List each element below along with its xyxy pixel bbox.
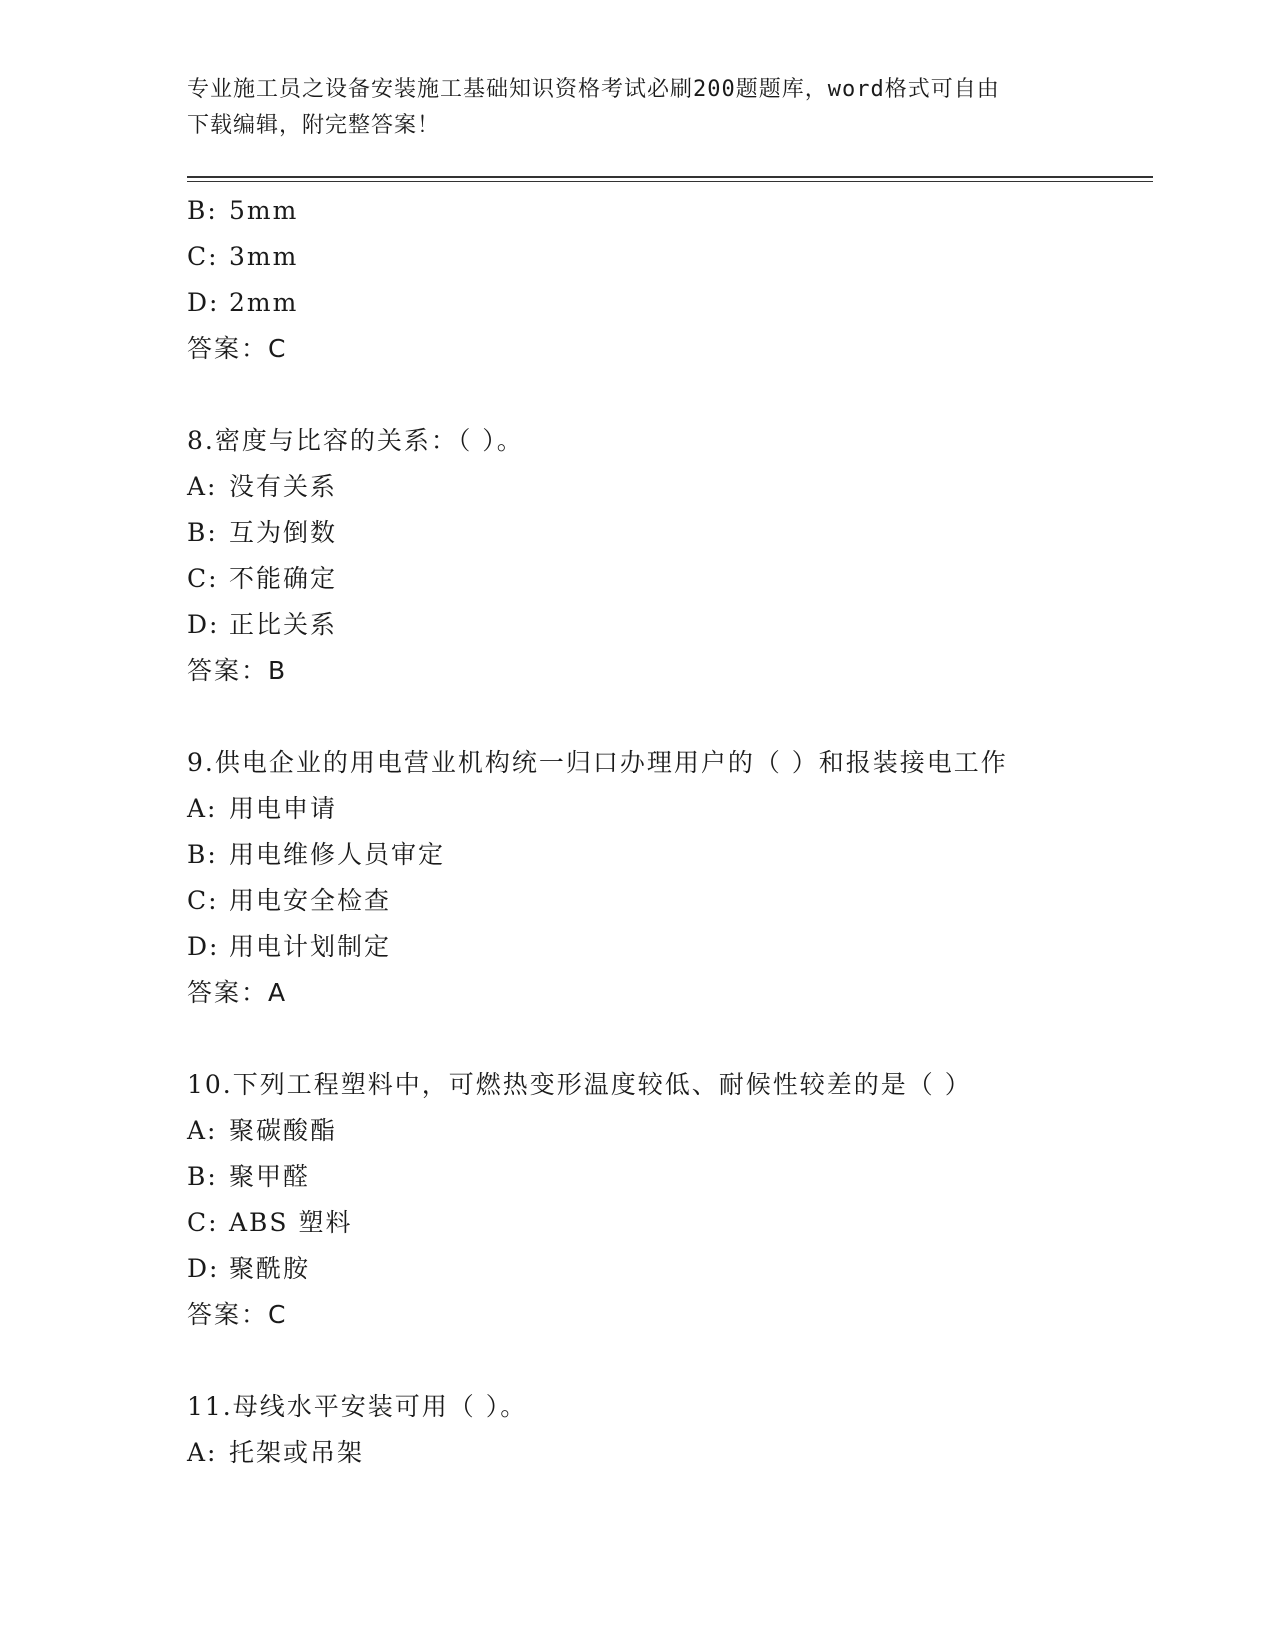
option-line — [187, 280, 1153, 326]
option-text: ABS 塑料 — [229, 1208, 353, 1237]
option-letter: B: — [187, 518, 218, 547]
option-line — [187, 1246, 1153, 1292]
question-list — [187, 188, 1153, 1476]
question-block — [187, 418, 1153, 694]
option-letter: B: — [187, 196, 218, 225]
question-stem: 8.密度与比容的关系：（ ）。 — [187, 426, 524, 455]
option-text: 5mm — [229, 196, 299, 225]
spacer — [187, 372, 1153, 418]
question-stem: 10.下列工程塑料中，可燃热变形温度较低、耐候性较差的是（ ） — [187, 1070, 972, 1099]
option-line — [187, 832, 1153, 878]
option-text: 互为倒数 — [229, 518, 338, 547]
option-text: 用电计划制定 — [229, 932, 392, 961]
question-block — [187, 1062, 1153, 1338]
option-line — [187, 464, 1153, 510]
option-text: 聚碳酸酯 — [229, 1116, 338, 1145]
spacer — [187, 1338, 1153, 1384]
option-line — [187, 786, 1153, 832]
option-letter: D: — [187, 288, 220, 317]
header-line-2: 下载编辑，附完整答案！ — [187, 113, 441, 138]
option-line — [187, 602, 1153, 648]
option-letter: D: — [187, 1254, 220, 1283]
option-text: 用电申请 — [229, 794, 338, 823]
answer-line: 答案：C — [187, 1300, 288, 1329]
option-line — [187, 556, 1153, 602]
option-letter: A: — [187, 794, 218, 823]
option-text: 托架或吊架 — [229, 1438, 365, 1467]
option-letter: C: — [187, 886, 219, 915]
option-letter: A: — [187, 1438, 218, 1467]
spacer — [187, 1016, 1153, 1062]
option-letter: D: — [187, 932, 220, 961]
option-line — [187, 924, 1153, 970]
option-letter: A: — [187, 472, 218, 501]
spacer — [187, 694, 1153, 740]
option-line — [187, 510, 1153, 556]
option-text: 没有关系 — [229, 472, 338, 501]
option-letter: C: — [187, 564, 219, 593]
option-line — [187, 188, 1153, 234]
answer-line: 答案：B — [187, 656, 288, 685]
option-letter: A: — [187, 1116, 218, 1145]
option-text: 聚甲醛 — [229, 1162, 311, 1191]
header-line-1: 专业施工员之设备安装施工基础知识资格考试必刷200题题库，word格式可自由 — [187, 77, 1000, 102]
question-block-continued — [187, 188, 1153, 372]
option-text: 用电安全检查 — [229, 886, 392, 915]
option-line — [187, 1108, 1153, 1154]
header-divider-thick — [187, 176, 1153, 178]
option-line — [187, 1430, 1153, 1476]
option-text: 2mm — [229, 288, 299, 317]
option-text: 聚酰胺 — [229, 1254, 311, 1283]
option-text: 不能确定 — [229, 564, 338, 593]
option-text: 正比关系 — [229, 610, 338, 639]
option-letter: C: — [187, 1208, 219, 1237]
question-block — [187, 1384, 1153, 1476]
option-line — [187, 1154, 1153, 1200]
option-text: 3mm — [229, 242, 299, 271]
question-block — [187, 740, 1153, 1016]
answer-line: 答案：A — [187, 978, 288, 1007]
option-letter: D: — [187, 610, 220, 639]
option-line — [187, 234, 1153, 280]
option-text: 用电维修人员审定 — [229, 840, 446, 869]
document-header — [187, 72, 1067, 144]
option-letter: B: — [187, 840, 218, 869]
question-stem: 9.供电企业的用电营业机构统一归口办理用户的（ ）和报装接电工作 — [187, 748, 1008, 777]
header-divider-thin — [187, 181, 1153, 182]
option-line — [187, 878, 1153, 924]
question-stem: 11.母线水平安装可用（ ）。 — [187, 1392, 528, 1421]
option-letter: B: — [187, 1162, 218, 1191]
option-line — [187, 1200, 1153, 1246]
answer-line: 答案：C — [187, 334, 288, 363]
option-letter: C: — [187, 242, 219, 271]
